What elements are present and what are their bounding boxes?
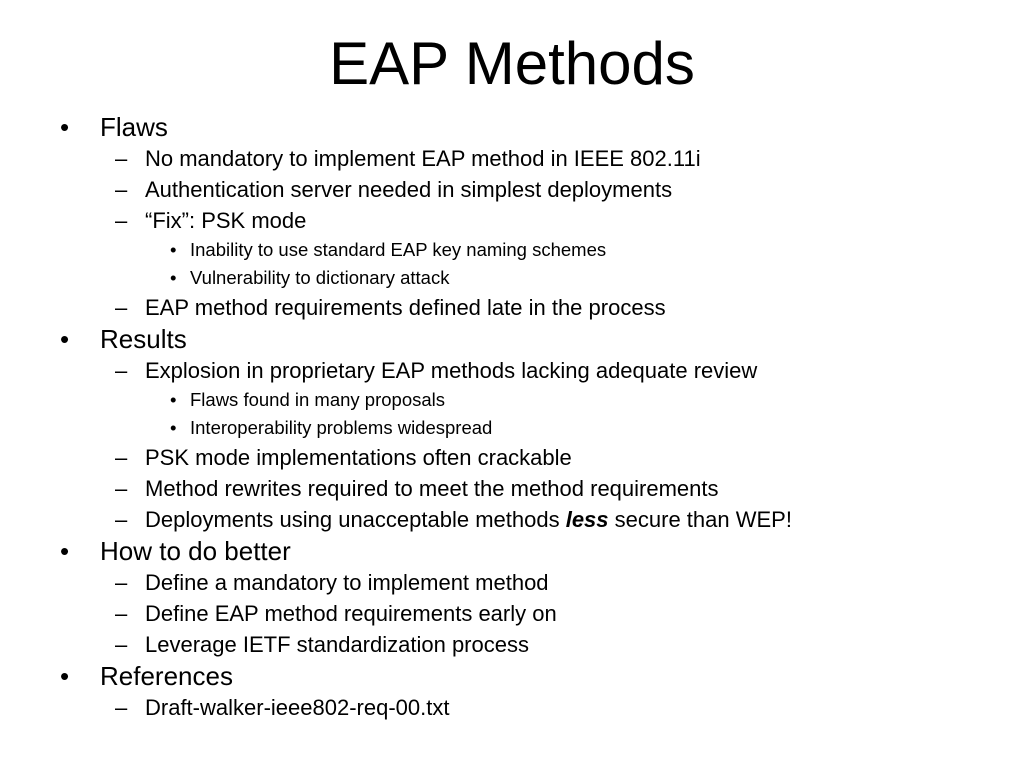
item-text: Interoperability problems widespread — [190, 417, 493, 438]
dash-marker: – — [115, 358, 128, 383]
dash-marker: – — [115, 476, 128, 501]
dash-marker: – — [115, 177, 128, 202]
item-text: Draft-walker-ieee802-req-00.txt — [145, 695, 450, 720]
item-text: Flaws found in many proposals — [190, 389, 446, 410]
list-item — [0, 504, 1024, 535]
item-text-after: secure than WEP! — [608, 507, 792, 532]
dash-marker: – — [115, 445, 128, 470]
list-item — [0, 629, 1024, 660]
bullet-marker: • — [60, 112, 70, 142]
section-heading: References — [100, 661, 233, 691]
dash-marker: – — [115, 507, 128, 532]
list-item — [0, 292, 1024, 323]
sub-list-item — [0, 236, 1024, 264]
list-item — [0, 442, 1024, 473]
emphasized-word: less — [565, 507, 609, 532]
section-heading: Flaws — [100, 112, 168, 142]
dash-marker: – — [115, 601, 128, 626]
item-text: Define EAP method requirements early on — [145, 601, 557, 626]
item-text: Method rewrites required to meet the method requirements — [145, 476, 719, 501]
list-item — [0, 143, 1024, 174]
list-item — [0, 355, 1024, 386]
dash-marker: – — [115, 295, 128, 320]
list-item — [0, 473, 1024, 504]
section-results — [0, 323, 1024, 355]
item-text: Leverage IETF standardization process — [145, 632, 529, 657]
bullet-outline — [0, 111, 1024, 723]
list-item — [0, 205, 1024, 236]
section-flaws — [0, 111, 1024, 143]
sub-list-item — [0, 386, 1024, 414]
item-text: Vulnerability to dictionary attack — [190, 267, 450, 288]
dot-marker: • — [170, 417, 177, 438]
bullet-marker: • — [60, 661, 70, 691]
item-text: Inability to use standard EAP key naming schemes — [190, 239, 607, 260]
dash-marker: – — [115, 632, 128, 657]
item-text: EAP method requirements defined late in the process — [145, 295, 666, 320]
dash-marker: – — [115, 570, 128, 595]
dash-marker: – — [115, 695, 128, 720]
item-text-before: Deployments using unacceptable methods — [145, 507, 566, 532]
section-heading: How to do better — [100, 536, 291, 566]
item-text: “Fix”: PSK mode — [145, 208, 307, 233]
sub-list-item — [0, 264, 1024, 292]
item-text: PSK mode implementations often crackable — [145, 445, 572, 470]
dot-marker: • — [170, 239, 177, 260]
item-text: No mandatory to implement EAP method in IEEE 802.11i — [145, 146, 701, 171]
dash-marker: – — [115, 146, 128, 171]
bullet-marker: • — [60, 536, 70, 566]
list-item — [0, 567, 1024, 598]
dot-marker: • — [170, 267, 177, 288]
item-text — [145, 504, 792, 535]
list-item — [0, 174, 1024, 205]
slide-title: EAP Methods — [329, 30, 695, 97]
bullet-marker: • — [60, 324, 70, 354]
section-heading: Results — [100, 324, 187, 354]
item-text: Authentication server needed in simplest deployments — [145, 177, 673, 202]
list-item — [0, 598, 1024, 629]
list-item — [0, 692, 1024, 723]
section-how-to-do-better — [0, 535, 1024, 567]
section-references — [0, 660, 1024, 692]
sub-list-item — [0, 414, 1024, 442]
dash-marker: – — [115, 208, 128, 233]
dot-marker: • — [170, 389, 177, 410]
item-text: Define a mandatory to implement method — [145, 570, 549, 595]
item-text: Explosion in proprietary EAP methods lacking adequate review — [145, 358, 758, 383]
